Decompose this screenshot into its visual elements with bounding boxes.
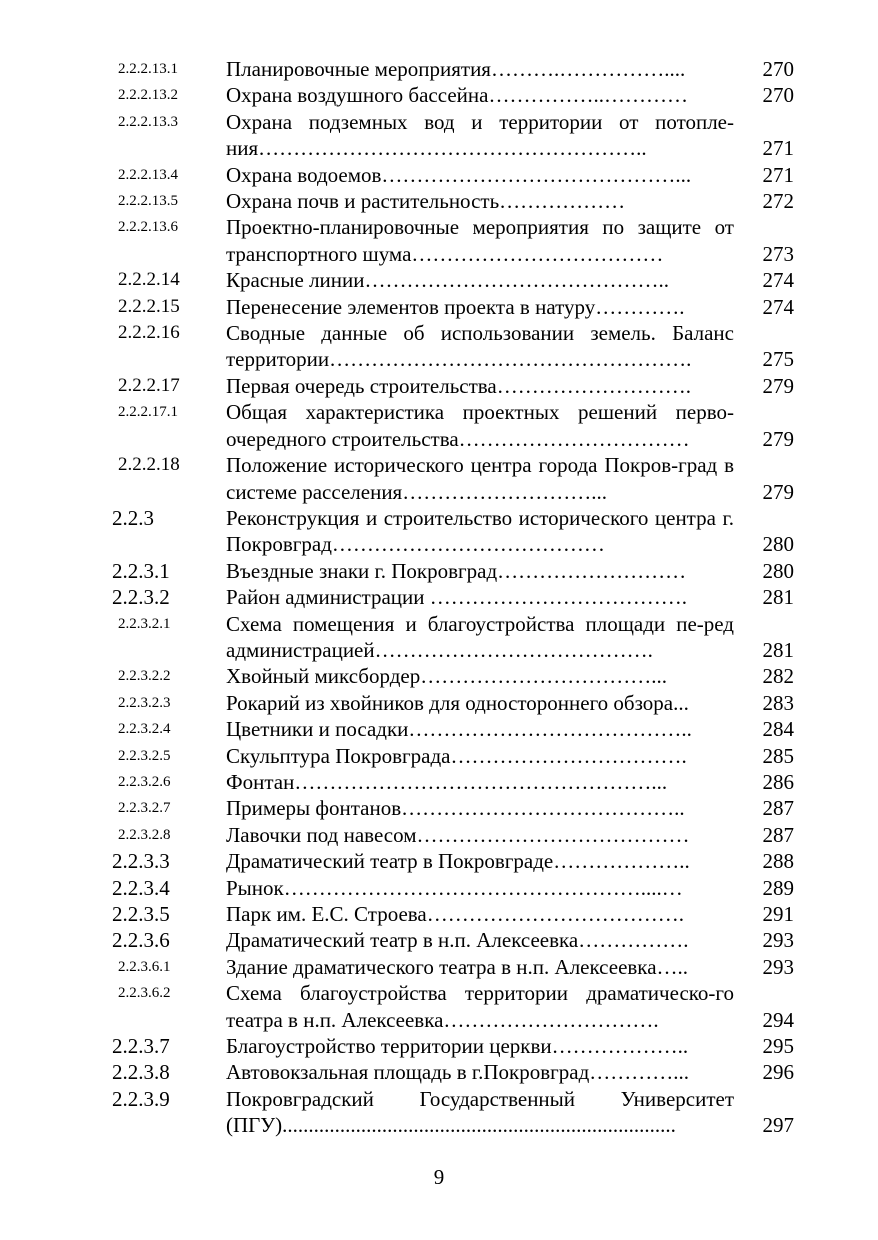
toc-entry [0,56,878,82]
toc-entry-number: 2.2.2.16 [118,322,180,344]
toc-entry-title: Охрана водоемов……………………………………... [226,162,692,187]
toc-entry-number: 2.2.2.15 [118,295,180,317]
toc-entry-page: 288 [762,849,794,874]
toc-entry-number: 2.2.3.3 [112,849,170,874]
toc-entry-number: 2.2.3.2.8 [118,826,171,843]
toc-entry-number: 2.2.3.6.2 [118,985,171,1002]
toc-entry [0,769,878,795]
toc-entry [0,558,878,584]
toc-entry-page: 287 [762,796,794,821]
toc-entry-number: 2.2.3.9 [112,1086,170,1111]
toc-entry [0,109,878,162]
toc-entry-page: 270 [762,83,794,108]
toc-entry-title: Схема помещения и благоустройства площади пе-ред администрацией…………………………………. [226,611,734,662]
toc-entry-title: Планировочные мероприятия……….…………….... [226,57,686,81]
toc-entry-title: Первая очередь строительства………………………. [226,373,692,398]
toc-entry-title: Въездные знаки г. Покровград……………………… [226,558,687,583]
toc-entry [0,611,878,664]
toc-entry [0,1086,878,1139]
toc-entry-title: Скульптура Покровграда……………………………. [226,743,687,768]
toc-entry [0,980,878,1033]
toc-entry-page: 273 [762,241,794,266]
toc-entry-number: 2.2.2.13.6 [118,219,178,236]
toc-entry-title: Положение исторического центра города Покров-град в системе расселения………………………... [226,453,734,504]
toc-entry [0,848,878,874]
toc-entry-title: Парк им. Е.С. Строева………………………………. [226,902,685,926]
toc-entry-number: 2.2.3.6 [112,928,170,953]
toc-entry-title: Общая характеристика проектных решений перво-очередного строительства…………………………… [226,400,734,451]
toc-entry-page: 280 [762,558,794,583]
toc-entry [0,188,878,214]
toc-entry [0,716,878,742]
toc-entry-title: Рынок……………………………………………....… [226,875,683,900]
toc-entry-page: 279 [762,426,794,451]
toc-entry-title: Реконструкция и строительство исторического центра г. Покровград………………………………… [226,505,734,557]
toc-entry-number: 2.2.2.13.2 [118,87,178,104]
toc-entry [0,663,878,689]
toc-entry [0,927,878,953]
toc-entry-number: 2.2.3.2.2 [118,668,171,685]
toc-entry [0,294,878,320]
toc-entry [0,214,878,267]
toc-entry-number: 2.2.3.2.4 [118,721,171,738]
toc-entry-number: 2.2.2.13.1 [118,61,178,77]
toc-entry-page: 286 [762,769,794,794]
toc-entry-page: 279 [762,373,794,398]
toc-entry-title: Автовокзальная площадь в г.Покровград…………... [226,1060,690,1085]
toc-entry [0,505,878,558]
toc-entry-page: 296 [762,1060,794,1085]
toc-entry-number: 2.2.3.8 [112,1060,170,1085]
toc-entry-page: 279 [762,479,794,504]
toc-entry [0,452,878,505]
toc-entry-number: 2.2.2.13.5 [118,193,178,210]
toc-entry-title: Цветники и посадки………………………………….. [226,717,692,742]
toc-entry-number: 2.2.3.2.6 [118,773,171,790]
toc-entry-number: 2.2.2.18 [118,454,180,476]
toc-entry-page: 291 [762,902,794,926]
toc-entry [0,320,878,373]
toc-entry [0,584,878,610]
toc-entry-title: Охрана воздушного бассейна……………..………… [226,83,688,108]
toc-entry-page: 274 [762,268,794,293]
toc-entry-title: Охрана подземных вод и территории от потопле-ния……………………………………………….. [226,109,734,161]
table-of-contents [0,56,878,1139]
toc-entry-page: 284 [762,717,794,742]
toc-entry [0,822,878,848]
toc-entry-title: Хвойный миксбордер……………………………... [226,664,667,689]
toc-entry-number: 2.2.3 [112,505,154,530]
toc-entry-page: 285 [762,743,794,768]
toc-entry-number: 2.2.3.2.7 [118,800,171,817]
toc-entry-page: 281 [762,585,794,610]
toc-entry [0,743,878,769]
toc-entry-page: 297 [762,1113,794,1138]
toc-entry-number: 2.2.2.13.4 [118,166,178,183]
toc-entry-title: Схема благоустройства территории драматическо-го театра в н.п. Алексеевка…………………………. [226,981,734,1032]
toc-entry-number: 2.2.3.2.3 [118,694,171,711]
toc-entry-title: Сводные данные об использовании земель. Баланс территории……………………………………………. [226,321,734,372]
toc-entry-page: 283 [762,690,794,715]
toc-entry [0,267,878,293]
toc-entry-page: 270 [762,57,794,81]
toc-entry [0,162,878,188]
toc-entry-number: 2.2.2.17.1 [118,404,178,421]
toc-entry-page: 295 [762,1034,794,1059]
toc-entry [0,875,878,901]
toc-entry-title: Красные линии…………………………………….. [226,268,669,293]
toc-entry-title: Проектно-планировочные мероприятия по защите от транспортного шума……………………………… [226,215,734,266]
toc-entry [0,795,878,821]
toc-entry-title: Примеры фонтанов………………………………….. [226,796,685,821]
toc-entry-number: 2.2.3.2 [112,585,170,610]
toc-entry-number: 2.2.3.2.5 [118,747,171,764]
toc-entry-page: 289 [762,875,794,900]
toc-entry-page: 274 [762,294,794,319]
toc-entry [0,901,878,927]
toc-entry [0,1033,878,1059]
toc-entry-title: Драматический театр в н.п. Алексеевка……………. [226,928,689,953]
toc-entry-page: 280 [762,532,794,557]
toc-entry-page: 294 [762,1007,794,1032]
toc-entry-number: 2.2.2.13.3 [118,113,178,130]
toc-entry [0,399,878,452]
toc-entry-title: Перенесение элементов проекта в натуру…………. [226,294,685,319]
toc-entry-page: 282 [762,664,794,689]
page-number: 9 [433,1165,445,1189]
toc-entry-page: 293 [762,954,794,979]
toc-entry-title: Рокарий из хвойников для одностороннего обзора... [226,690,689,715]
toc-entry-number: 2.2.3.2.1 [118,615,171,632]
toc-entry [0,82,878,108]
toc-entry-title: Фонтан……………………………………………... [226,769,668,794]
toc-entry-page: 271 [762,162,794,187]
toc-entry-number: 2.2.2.17 [118,374,180,396]
toc-entry-title: Драматический театр в Покровграде……………….. [226,849,690,874]
toc-entry [0,1059,878,1085]
toc-entry-page: 272 [762,189,794,214]
toc-entry-page: 271 [762,136,794,161]
toc-entry-number: 2.2.3.6.1 [118,958,171,975]
toc-entry-title: Покровградский Государственный Университет (ПГУ)........................................................................... [226,1086,734,1138]
toc-entry-number: 2.2.3.1 [112,558,170,583]
toc-entry-page: 293 [762,928,794,953]
toc-entry-page: 281 [762,637,794,662]
toc-entry-number: 2.2.3.5 [112,902,170,926]
toc-entry-title: Охрана почв и растительность……………… [226,189,626,214]
toc-entry-title: Район администрации ………………………………. [226,585,688,610]
toc-entry [0,373,878,399]
toc-entry-number: 2.2.2.14 [118,269,180,291]
toc-entry-page: 287 [762,822,794,847]
toc-entry-title: Лавочки под навесом………………………………… [226,822,690,847]
toc-entry-title: Здание драматического театра в н.п. Алексеевка….. [226,954,689,979]
toc-entry-number: 2.2.3.7 [112,1034,170,1059]
toc-entry [0,690,878,716]
toc-entry [0,954,878,980]
toc-entry-number: 2.2.3.4 [112,875,170,900]
toc-entry-page: 275 [762,347,794,372]
toc-entry-title: Благоустройство территории церкви……………….. [226,1034,689,1059]
